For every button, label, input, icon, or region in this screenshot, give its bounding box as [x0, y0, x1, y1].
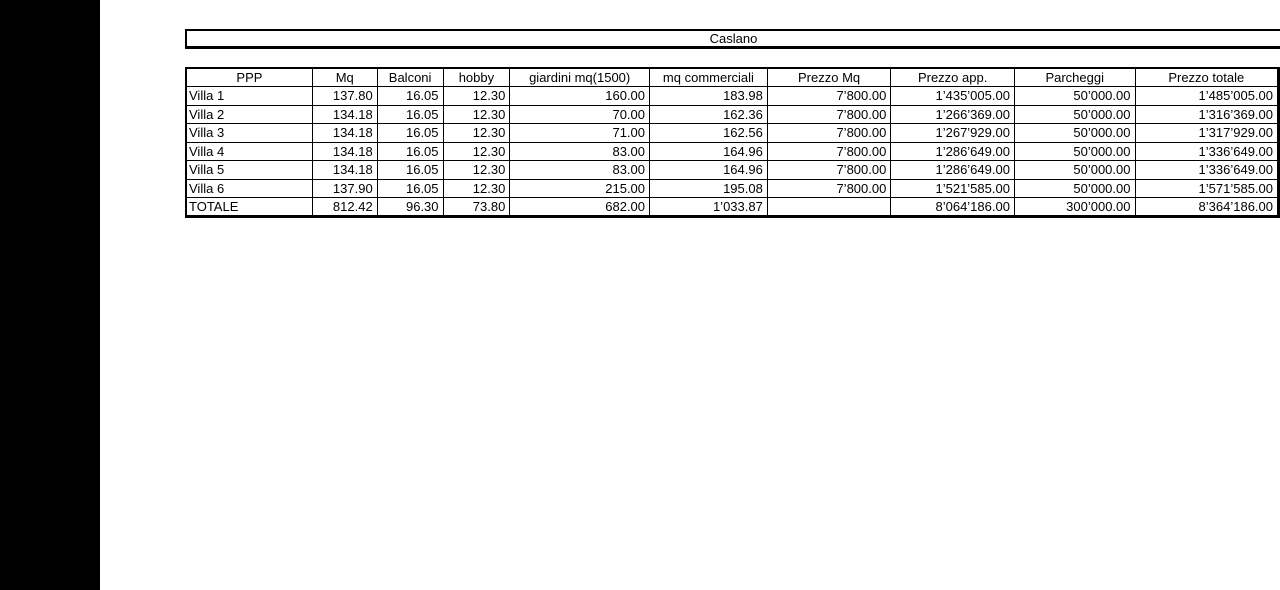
- cell-prezzo-app: 1’435’005.00: [891, 87, 1015, 106]
- cell-prezzo-mq: 7’800.00: [767, 87, 891, 106]
- cell-total-balconi: 96.30: [377, 198, 443, 217]
- cell-prezzo-app: 1’266’369.00: [891, 105, 1015, 124]
- cell-total-mq: 812.42: [312, 198, 377, 217]
- cell-parcheggi: 50’000.00: [1014, 105, 1135, 124]
- table-row: [186, 124, 1279, 143]
- cell-prezzo-totale: 1’485’005.00: [1135, 87, 1279, 106]
- cell-ppp: Villa 1: [186, 87, 312, 106]
- cell-total-parcheggi: 300’000.00: [1014, 198, 1135, 217]
- cell-balconi: 16.05: [377, 124, 443, 143]
- sheet-title-text: Caslano: [709, 31, 758, 46]
- column-header-hobby: hobby: [443, 68, 510, 87]
- cell-prezzo-mq: 7’800.00: [767, 124, 891, 143]
- cell-ppp: Villa 2: [186, 105, 312, 124]
- cell-prezzo-totale: 1’316’369.00: [1135, 105, 1279, 124]
- cell-balconi: 16.05: [377, 142, 443, 161]
- cell-parcheggi: 50’000.00: [1014, 124, 1135, 143]
- column-header-ppp: PPP: [186, 68, 312, 87]
- cell-mq-commerciali: 162.56: [650, 124, 768, 143]
- cell-ppp: Villa 3: [186, 124, 312, 143]
- cell-total-label: TOTALE: [186, 198, 312, 217]
- cell-hobby: 12.30: [443, 124, 510, 143]
- cell-hobby: 12.30: [443, 179, 510, 198]
- cell-mq: 134.18: [312, 161, 377, 180]
- cell-prezzo-mq: 7’800.00: [767, 179, 891, 198]
- cell-mq: 137.80: [312, 87, 377, 106]
- left-black-margin: [0, 0, 100, 590]
- cell-giardini: 83.00: [510, 142, 650, 161]
- cell-mq: 134.18: [312, 124, 377, 143]
- table-header-row: [186, 68, 1279, 87]
- cell-total-giardini: 682.00: [510, 198, 650, 217]
- cell-total-mq-commerciali: 1’033.87: [650, 198, 768, 217]
- cell-hobby: 12.30: [443, 161, 510, 180]
- cell-balconi: 16.05: [377, 105, 443, 124]
- cell-prezzo-app: 1’286’649.00: [891, 142, 1015, 161]
- cell-prezzo-mq: 7’800.00: [767, 142, 891, 161]
- column-header-parcheggi: Parcheggi: [1014, 68, 1135, 87]
- cell-hobby: 12.30: [443, 105, 510, 124]
- cell-mq-commerciali: 162.36: [650, 105, 768, 124]
- cell-total-hobby: 73.80: [443, 198, 510, 217]
- sheet-title: [185, 29, 1280, 49]
- column-header-prezzo-mq: Prezzo Mq: [767, 68, 891, 87]
- cell-ppp: Villa 6: [186, 179, 312, 198]
- cell-prezzo-app: 1’286’649.00: [891, 161, 1015, 180]
- cell-parcheggi: 50’000.00: [1014, 179, 1135, 198]
- cell-hobby: 12.30: [443, 87, 510, 106]
- cell-balconi: 16.05: [377, 161, 443, 180]
- cell-prezzo-totale: 1’336’649.00: [1135, 161, 1279, 180]
- column-header-mq-commerciali: mq commerciali: [650, 68, 768, 87]
- cell-prezzo-app: 1’267’929.00: [891, 124, 1015, 143]
- cell-ppp: Villa 5: [186, 161, 312, 180]
- cell-total-prezzo-mq: [767, 198, 891, 217]
- cell-prezzo-totale: 1’317’929.00: [1135, 124, 1279, 143]
- cell-mq: 134.18: [312, 105, 377, 124]
- table-row: [186, 105, 1279, 124]
- column-header-giardini: giardini mq(1500): [510, 68, 650, 87]
- table-row: [186, 87, 1279, 106]
- cell-ppp: Villa 4: [186, 142, 312, 161]
- cell-mq: 134.18: [312, 142, 377, 161]
- cell-total-prezzo-app: 8’064’186.00: [891, 198, 1015, 217]
- cell-mq-commerciali: 164.96: [650, 142, 768, 161]
- cell-giardini: 70.00: [510, 105, 650, 124]
- cell-mq: 137.90: [312, 179, 377, 198]
- column-header-mq: Mq: [312, 68, 377, 87]
- cell-total-prezzo-totale: 8’364’186.00: [1135, 198, 1279, 217]
- table-row: [186, 179, 1279, 198]
- cell-balconi: 16.05: [377, 87, 443, 106]
- cell-balconi: 16.05: [377, 179, 443, 198]
- cell-giardini: 83.00: [510, 161, 650, 180]
- cell-giardini: 160.00: [510, 87, 650, 106]
- cell-mq-commerciali: 195.08: [650, 179, 768, 198]
- column-header-prezzo-totale: Prezzo totale: [1135, 68, 1279, 87]
- cell-mq-commerciali: 164.96: [650, 161, 768, 180]
- cell-prezzo-mq: 7’800.00: [767, 105, 891, 124]
- cell-giardini: 215.00: [510, 179, 650, 198]
- cell-prezzo-totale: 1’336’649.00: [1135, 142, 1279, 161]
- column-header-prezzo-app: Prezzo app.: [891, 68, 1015, 87]
- cell-hobby: 12.30: [443, 142, 510, 161]
- price-table: [185, 67, 1280, 218]
- table-row: [186, 142, 1279, 161]
- cell-prezzo-totale: 1’571’585.00: [1135, 179, 1279, 198]
- table-total-row: [186, 198, 1279, 217]
- cell-giardini: 71.00: [510, 124, 650, 143]
- cell-prezzo-mq: 7’800.00: [767, 161, 891, 180]
- cell-parcheggi: 50’000.00: [1014, 161, 1135, 180]
- cell-parcheggi: 50’000.00: [1014, 142, 1135, 161]
- cell-prezzo-app: 1’521’585.00: [891, 179, 1015, 198]
- table-row: [186, 161, 1279, 180]
- cell-parcheggi: 50’000.00: [1014, 87, 1135, 106]
- cell-mq-commerciali: 183.98: [650, 87, 768, 106]
- column-header-balconi: Balconi: [377, 68, 443, 87]
